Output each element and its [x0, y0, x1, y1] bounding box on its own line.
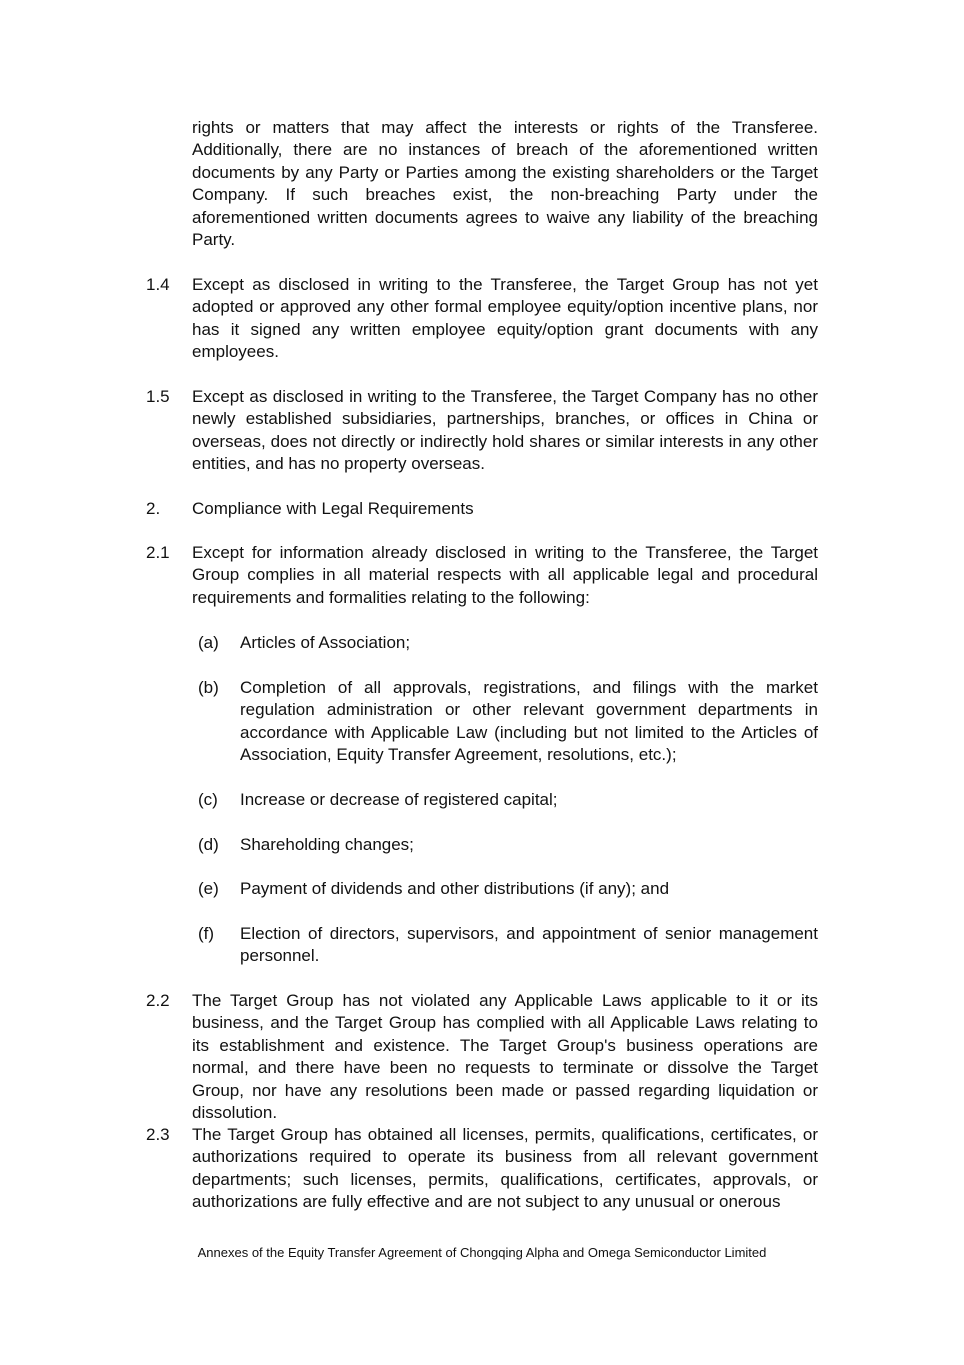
list-item-label: (f) — [198, 924, 215, 943]
clause-text: Except as disclosed in writing to the Transferee, the Target Company has no other newly established subsidiaries, partnerships, branches, or offices in China or overseas, does not directly or indirectly hold shares or similar interests in any other entities, and has no property overseas. — [192, 387, 818, 474]
clause-text: The Target Group has obtained all licenses, permits, qualifications, certificates, or authorizations required to operate its business from all relevant government departments; such licenses, permits, qualifications, certificates, approvals, or authorizations are fully effective and are not subject to any unusual or onerous — [192, 1125, 818, 1212]
clause-text: The Target Group has not violated any Applicable Laws applicable to it or its business, and the Target Group has complied with all Applicable Laws relating to its establishment and existence. The Target Group's business operations are normal, and there have been no requests to terminate or dissolve the Target Group, nor have any resolutions been made or passed regarding liquidation or dissolution. — [192, 991, 818, 1123]
list-item-label: (b) — [198, 678, 219, 697]
clause-number: 2.1 — [146, 543, 170, 562]
clause-number: 1.5 — [146, 387, 170, 406]
list-item-label: (e) — [198, 879, 219, 898]
section-heading: Compliance with Legal Requirements — [192, 499, 474, 518]
list-item-text: Articles of Association; — [240, 633, 411, 652]
list-item-text: Election of directors, supervisors, and appointment of senior management personnel. — [240, 924, 818, 966]
list-item-label: (c) — [198, 790, 218, 809]
clause-number: 1.4 — [146, 275, 170, 294]
clause-number: 2.3 — [146, 1125, 170, 1144]
clause-number: 2.2 — [146, 991, 170, 1010]
section-number: 2. — [146, 499, 161, 518]
list-item-label: (a) — [198, 633, 219, 652]
list-item-text: Payment of dividends and other distributions (if any); and — [240, 879, 670, 898]
list-item-text: Shareholding changes; — [240, 835, 414, 854]
clause-text: Except as disclosed in writing to the Transferee, the Target Group has not yet adopted or approved any other formal employee equity/option incentive plans, nor has it signed any written employee equity/option grant documents with any employees. — [192, 275, 818, 362]
page-footer: Annexes of the Equity Transfer Agreement of Chongqing Alpha and Omega Semiconductor Limited — [197, 1245, 767, 1260]
clause-text: Except for information already disclosed in writing to the Transferee, the Target Group complies in all material respects with all applicable legal and procedural requirements and formalities relating to the following: — [192, 543, 818, 607]
list-item-label: (d) — [198, 835, 219, 854]
list-item-text: Increase or decrease of registered capital; — [240, 790, 558, 809]
continuation-paragraph: rights or matters that may affect the interests or rights of the Transferee. Additionally, there are no instances of breach of the aforementioned written documents by any Party or Parties among the existing shareholders or the Target Company. If such breaches exist, the non-breaching Party under the aforementioned written documents agrees to waive any liability of the breaching Party. — [192, 118, 818, 250]
list-item-text: Completion of all approvals, registrations, and filings with the market regulation administration or other relevant government departments in accordance with Applicable Law (including but not limited to the Articles of Association, Equity Transfer Agreement, resolutions, etc.); — [240, 678, 818, 765]
